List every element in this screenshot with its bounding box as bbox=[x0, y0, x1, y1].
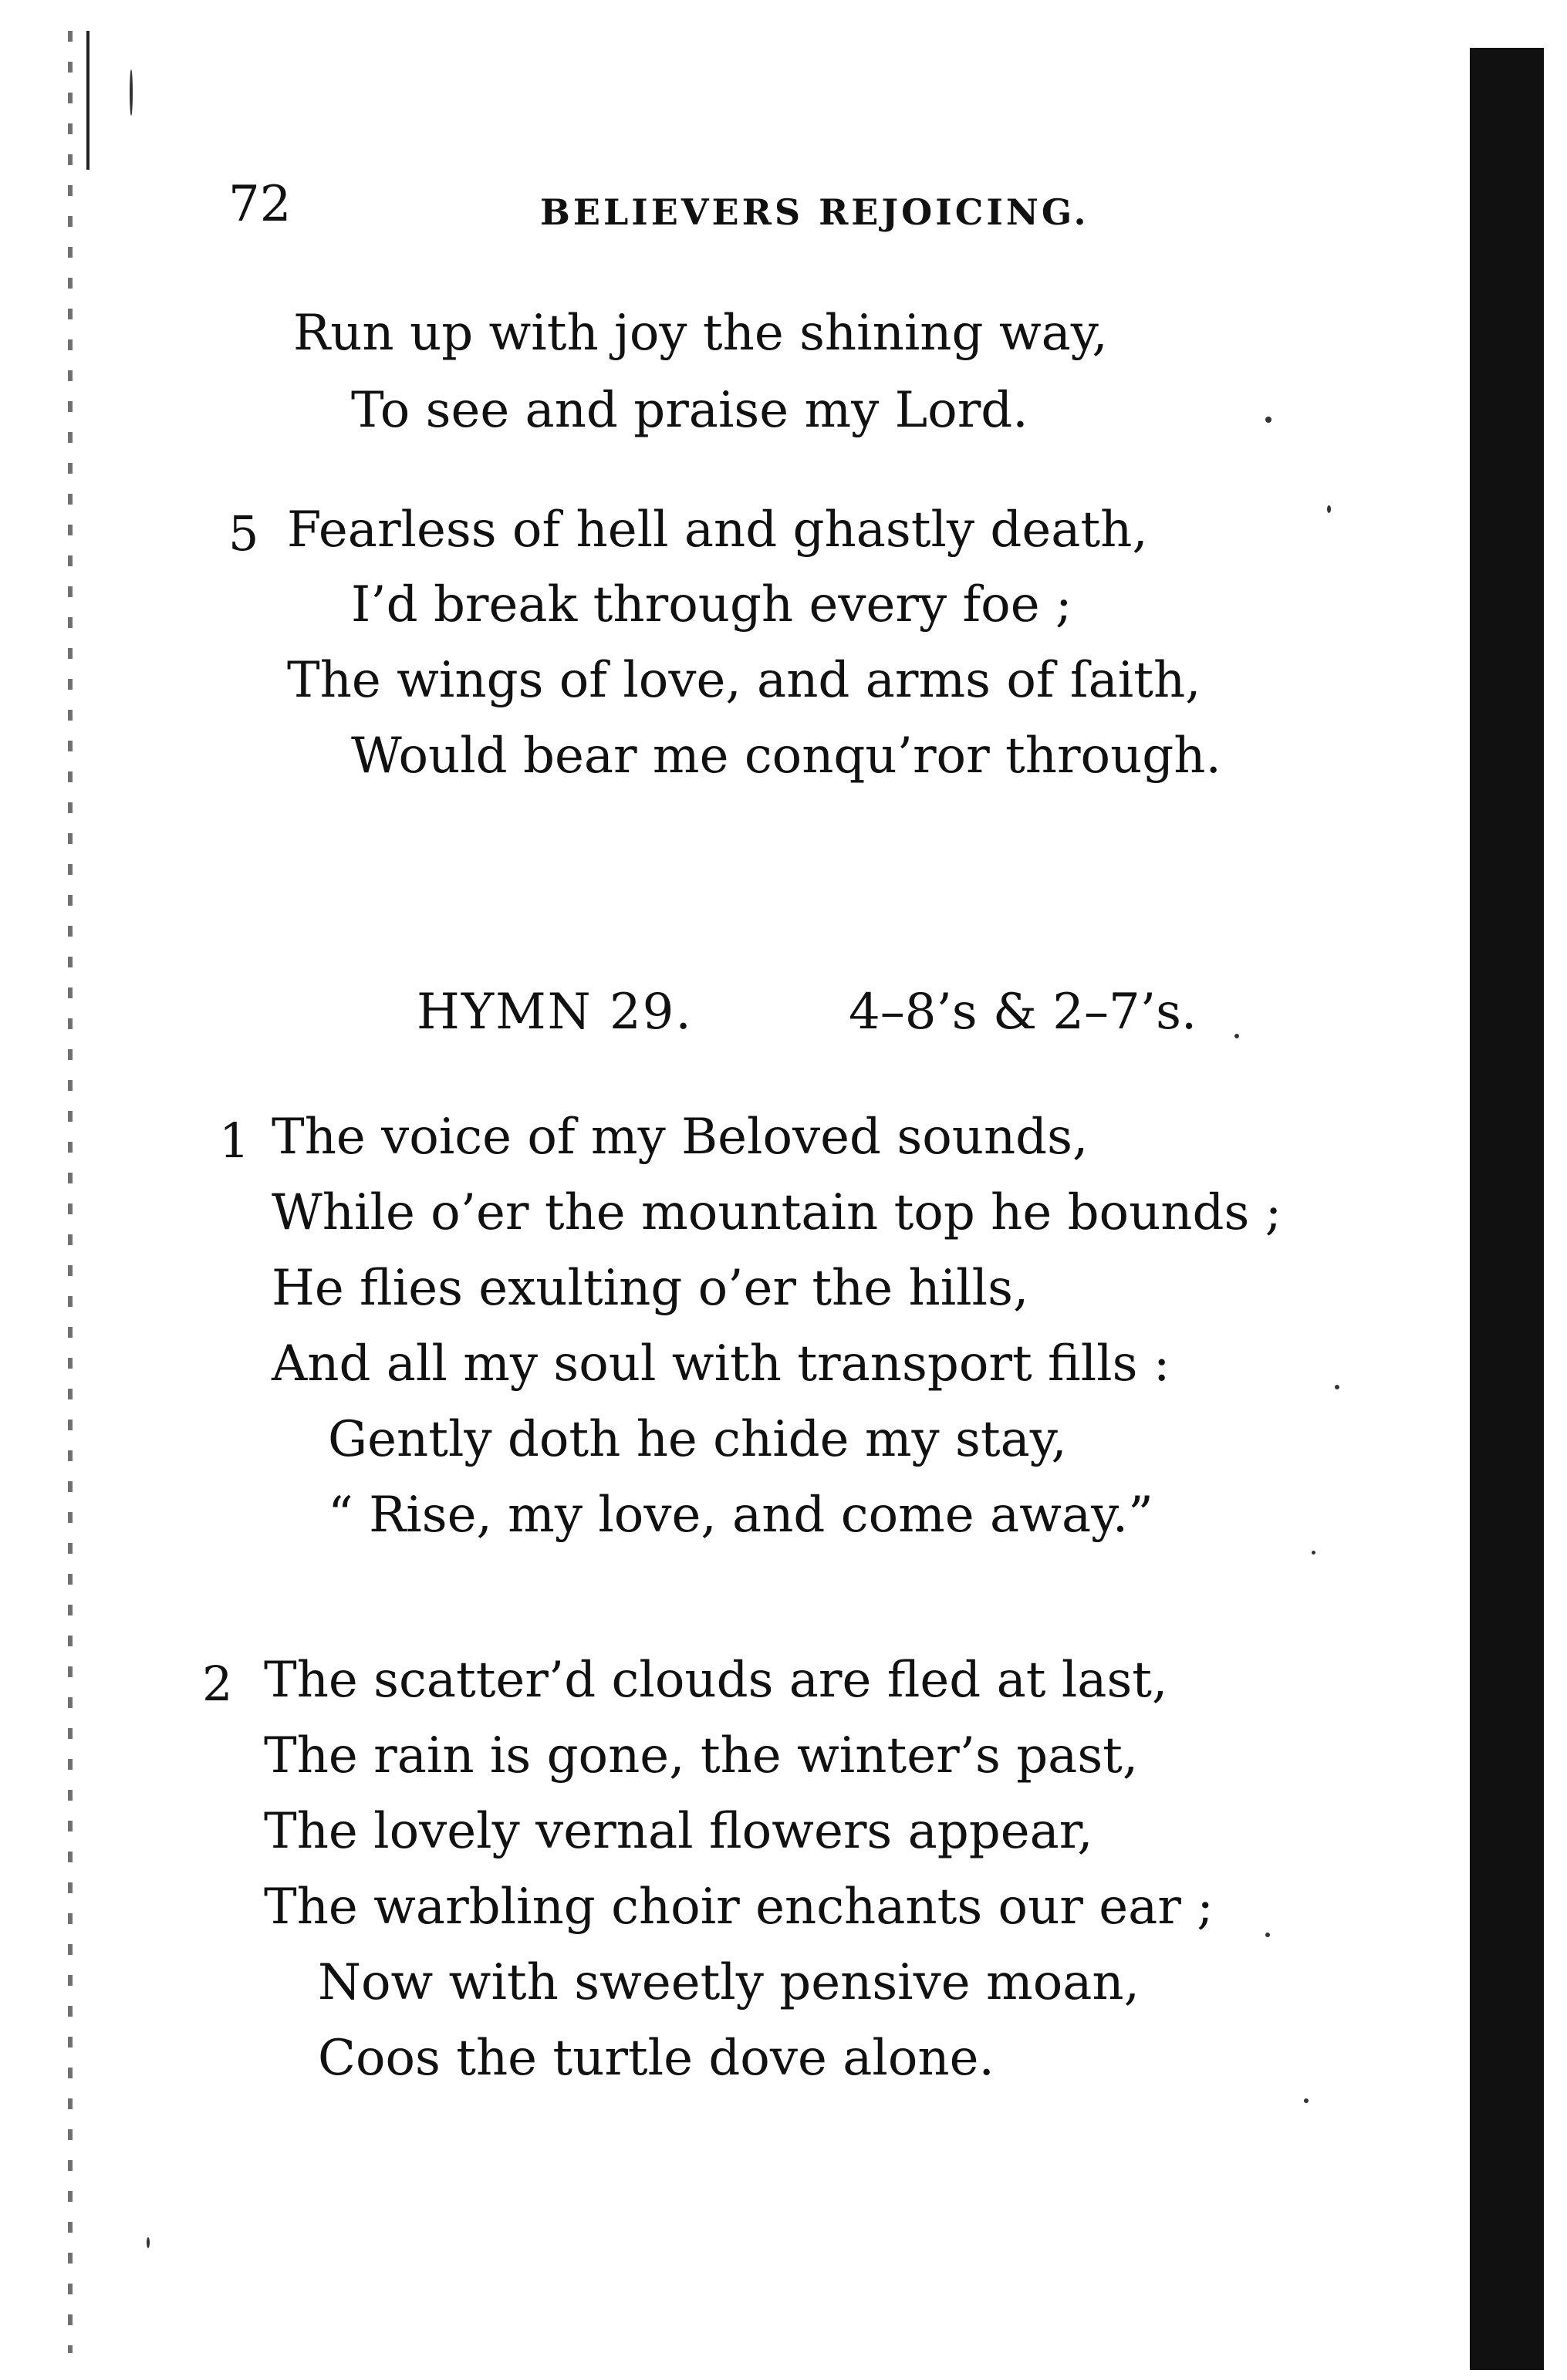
verse-number: 1 bbox=[219, 1112, 250, 1169]
ink-speck bbox=[1327, 505, 1331, 513]
ink-speck bbox=[1234, 1034, 1239, 1038]
ink-speck bbox=[1265, 1933, 1270, 1937]
verse-line: While o’er the mountain top he bounds ; bbox=[272, 1184, 1282, 1241]
binding-edge bbox=[68, 31, 73, 2353]
ink-speck bbox=[1265, 417, 1271, 423]
verse-line: “ Rise, my love, and come away.” bbox=[328, 1487, 1153, 1544]
verse-line: The lovely vernal flowers appear, bbox=[264, 1803, 1093, 1860]
ink-speck bbox=[130, 69, 133, 116]
binding-mark bbox=[86, 31, 89, 170]
ink-speck bbox=[1335, 1385, 1339, 1389]
verse-line: The voice of my Beloved sounds, bbox=[272, 1109, 1089, 1166]
page-edge-shadow bbox=[1470, 48, 1544, 2370]
verse-line: Now with sweetly pensive moan, bbox=[318, 1954, 1140, 2011]
verse-line: He flies exulting o’er the hills, bbox=[272, 1260, 1029, 1317]
verse-line: Gently doth he chide my stay, bbox=[328, 1411, 1067, 1468]
verse-number: 2 bbox=[202, 1656, 233, 1712]
ink-speck bbox=[1312, 1551, 1315, 1555]
verse-line: The wings of love, and arms of ſaith, bbox=[287, 652, 1201, 709]
verse-line: Would bear me conqu’ror through. bbox=[351, 728, 1221, 785]
verse-line: Coos the turtle dove alone. bbox=[318, 2030, 995, 2087]
running-header: BELIEVERS REJOICING. bbox=[540, 191, 1089, 233]
verse-number: 5 bbox=[228, 505, 259, 562]
ink-speck bbox=[147, 2237, 150, 2248]
prev-hymn-line: To see and praise my Lord. bbox=[351, 382, 1028, 439]
hymn-number: HYMN 29. bbox=[417, 984, 693, 1041]
verse-line: The rain is gone, the winter’s past, bbox=[264, 1727, 1139, 1784]
verse-line: Fearless of hell and ghastly death, bbox=[287, 501, 1148, 559]
ink-speck bbox=[1304, 2098, 1309, 2103]
verse-line: I’d break through every foe ; bbox=[351, 576, 1072, 633]
verse-line: The warbling choir enchants our ear ; bbox=[264, 1879, 1214, 1936]
verse-line: The scatter’d clouds are fled at last, bbox=[264, 1652, 1168, 1709]
verse-line: And all my soul with transport fills : bbox=[272, 1335, 1170, 1393]
page-number: 72 bbox=[228, 176, 292, 233]
hymn-meter: 4–8’s & 2–7’s. bbox=[849, 984, 1197, 1041]
prev-hymn-line: Run up with joy the shining way, bbox=[293, 305, 1108, 362]
